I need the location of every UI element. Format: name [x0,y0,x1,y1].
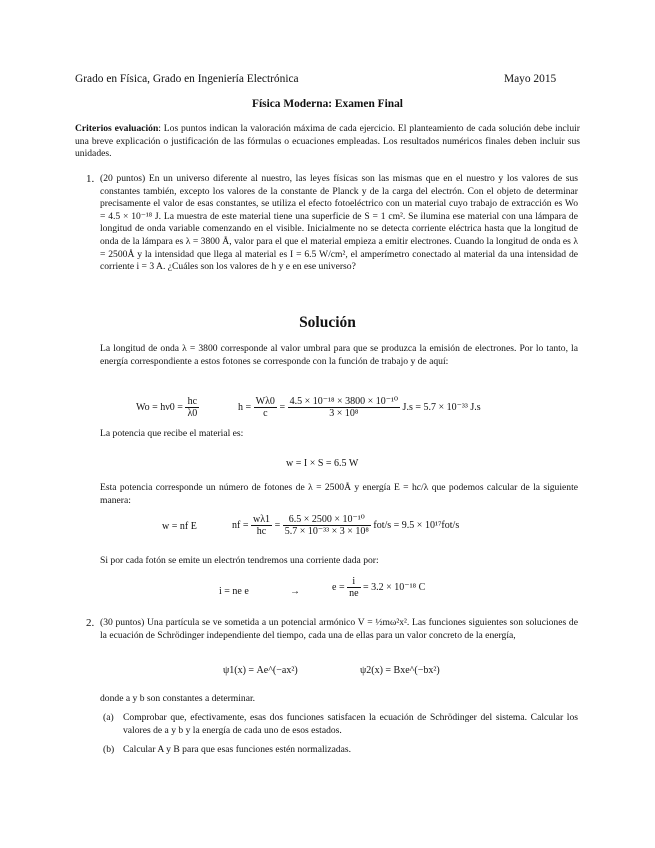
eq3-fraction-symbolic: $\frac{w\lambda 1}{hc}$ [252,514,271,537]
problem-1-statement: (20 puntos) En un universo diferente al nuestro, las leyes físicas son las mismas que en el nuestro y los valores de sus constantes también, excepto los valores de la constante de Planck y de la carga del electrón. Con el objeto de determinar precisamente el valor de esas constantes, se utiliza el efecto fotoeléctrico con un material cuyo trabajo de extracción es Wo = 4.5 × 10⁻¹⁸ J. La muestra de este material tiene una superficie de S = 1 cm². Se ilumina ese material con una lámpara de longitud de onda variable comenzando en el visible. Inicialmente no se detecta corriente eléctrica hasta que la longitud de onda de la lámpara es λ = 3800 Å, valor para el que el material empieza a emitir electrones. Cuando la longitud de onda es λ = 2500Å y la intensidad que llega al material es I = 6.5 W/cm², el amperímetro conectado al material da una intensidad de corriente i = 3 A. ¿Cuáles son los valores de h y e en ese universo? [100,173,578,273]
exam-date: Mayo 2015 [504,73,557,85]
eq4-fraction: $\frac{i}{ne}$ [349,576,359,599]
problem-2-statement: (30 puntos) Una partícula se ve sometida a un potencial armónico V = ½mω²x². Las funciones siguientes son soluciones de la ecuación de Schrödinger independiente del tiempo, cada una de ellas para un valor concreto de la energía, [100,617,578,641]
problem-1-number: 1. [86,173,95,185]
equation-work-function [136,396,199,419]
eq1-left: Wo = hν0 = [136,401,183,413]
criteria-paragraph [75,123,580,161]
solution-paragraph-3: Esta potencia corresponde un número de fotones de λ = 2500Å y energía E = hc/λ que podemos calcular de la siguiente manera: [100,482,578,506]
solution-paragraph-2: La potencia que recibe el material es: [100,428,244,439]
eq1-fraction-hc: $\frac{hc}{\lambda 0}$ [187,396,198,419]
wavefunction-1: ψ1(x) = Ae^(−ax²) [223,665,298,676]
constants-note: donde a y b son constantes a determinar. [100,693,256,704]
eq3-result: fot/s = 9.5 × 10¹⁷fot/s [373,519,460,531]
equation-photon-rate: nf = $\frac{w\lambda 1}{hc}$ = $\frac{\text{6.5 × 2500 × 10⁻¹⁰}}{\text{5.7 × 10⁻³³ × 3 × 10⁸}}$ fot/s = 9.5 × 10¹⁷fot/s [232,514,460,537]
equation-charge: e = $\frac{i}{ne}$ = 3.2 × 10⁻¹⁸ C [332,576,426,599]
eq1-fraction-numeric: $\frac{\text{4.5 × 10⁻¹⁸ × 3800 × 10⁻¹⁰}}{\text{3 × 10⁸}}$ [289,396,399,419]
equation-photon-power: w = nf E [162,521,197,532]
eq3-fraction-numeric: $\frac{\text{6.5 × 2500 × 10⁻¹⁰}}{\text{5.7 × 10⁻³³ × 3 × 10⁸}}$ [284,514,369,537]
solution-heading: Solución [299,314,356,331]
wavefunction-2: ψ2(x) = Bxe^(−bx²) [360,665,440,676]
eq4-result: = 3.2 × 10⁻¹⁸ C [363,581,426,593]
exam-title: Física Moderna: Examen Final [252,98,403,110]
eq1-fraction-wl: $\frac{W\lambda 0}{c}$ [255,396,275,419]
subquestion-b-label: (b) [103,744,115,755]
subquestion-b-text: Calcular A y B para que esas funciones estén normalizadas. [123,744,352,755]
subquestion-a-text: Comprobar que, efectivamente, esas dos funciones satisfacen la ecuación de Schrödinger del sistema. Calcular los valores de a y b y la energía de cada uno de esos estados. [123,712,578,736]
equation-power: w = I × S = 6.5 W [286,458,359,469]
criteria-text: : Los puntos indican la valoración máxima de cada ejercicio. El planteamiento de cada solución debe incluir una breve explicación o justificación de las fórmulas o ecuaciones empleadas. Los resultados numéricos finales deben incluir sus unidades. [75,123,580,160]
arrow-icon: → [290,586,300,597]
subquestion-a-label: (a) [103,712,114,723]
criteria-label: Criterios evaluación [75,123,159,134]
solution-paragraph-4: Si por cada fotón se emite un electrón tendremos una corriente dada por: [100,555,379,566]
course-name: Grado en Física, Grado en Ingeniería Electrónica [75,73,299,85]
eq1-result: J.s = 5.7 × 10⁻³³ J.s [402,401,481,413]
equation-planck: h = $\frac{W\lambda 0}{c}$ = $\frac{\text{4.5 × 10⁻¹⁸ × 3800 × 10⁻¹⁰}}{\text{3 × 10⁸}}$ J.s = 5.7 × 10⁻³³ J.s [238,396,481,419]
equation-current: i = ne e [219,586,249,597]
problem-2-number: 2. [86,617,95,629]
solution-paragraph-1: La longitud de onda λ = 3800 corresponde al valor umbral para que se produzca la emisión de electrones. Por lo tanto, la energía correspondiente a estos fotones se corresponde con la función de trabajo y de aquí: [100,343,578,367]
